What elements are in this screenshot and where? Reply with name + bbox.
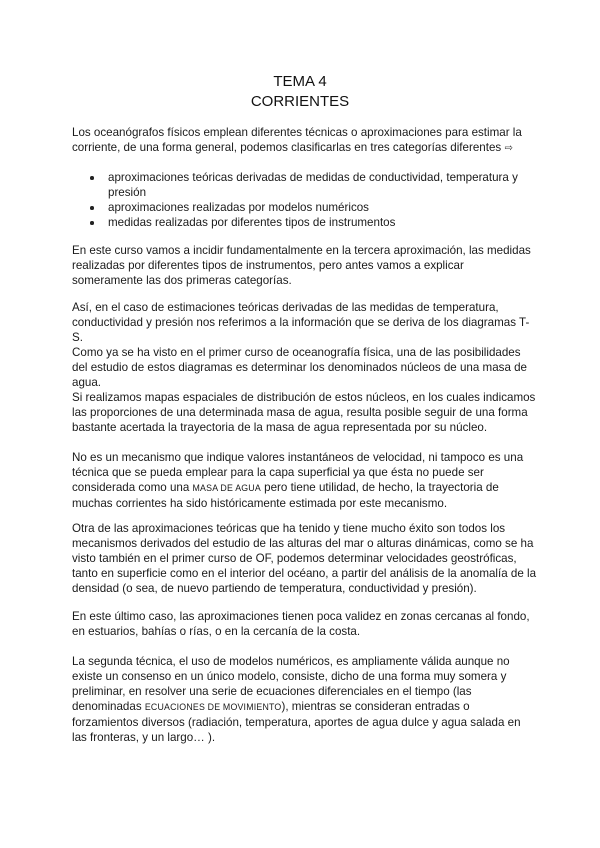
page-title: TEMA 4 [273,73,327,90]
paragraph-text: pero tiene utilidad, de hecho, la trayectoria de muchas corrientes ha sido históricamente estimada por este mecanismo. [72,481,499,510]
paragraph-text: La segunda técnica, el uso de modelos numéricos, es ampliamente válida aunque no existe un consenso en un único modelo, consiste, dicho de una forma muy somera y preliminar, en resolver una serie de ecuaciones diferenciales en el tiempo (las denominadas [72,655,510,713]
intro-paragraph [72,125,537,156]
small-caps-term: ECUACIONES DE MOVIMIENTO [144,702,282,712]
paragraph-third-approach: En este curso vamos a incidir fundamentalmente en la tercera aproximación, las medidas realizadas por diferentes tipos de instrumentos, pero antes vamos a explicar someramente las dos primeras categorías. [72,244,531,287]
bullet-list [90,170,530,230]
paragraph-validity: En este último caso, las aproximaciones tienen poca validez en zonas cercanas al fondo, en estuarios, bahías o rías, o en la cercanía de la costa. [72,610,530,638]
paragraph-text: No es un mecanismo que indique valores instantáneos de velocidad, ni tampoco es una técnica que se pueda emplear para la capa superficial ya que ésta no puede ser considerada como una [72,451,524,494]
page-subtitle: CORRIENTES [250,93,350,110]
small-caps-term: MASA DE AGUA [192,483,261,493]
list-item: medidas realizadas por diferentes tipos de instrumentos [90,215,530,230]
list-item: aproximaciones teóricas derivadas de medidas de conductividad, temperatura y presión [90,170,530,200]
paragraph-numerical-models [72,654,537,745]
paragraph-water-mass-cores: Como ya se ha visto en el primer curso de oceanografía física, una de las posibilidades del estudio de estos diagramas es determinar los denominados núcleos de una masa de agua. [72,346,528,389]
right-arrow-icon: ⇨ [504,143,513,154]
paragraph-dynamic-heights: Otra de las aproximaciones teóricas que ha tenido y tiene mucho éxito son todos los mecanismos derivados del estudio de las alturas del mar o alturas dinámicas, como se ha visto también en el primer curso de OF, podemos determinar velocidades geostróficas, tanto en superficie como en el interior del océano, a partir del análisis de la anomalía de la densidad (o sea, de nuevo partiendo de temperatura, conductividad y presión). [72,522,537,595]
paragraph-ts-diagrams: Así, en el caso de estimaciones teóricas derivadas de las medidas de temperatura, conductividad y presión nos referimos a la información que se deriva de los diagramas T-S. [72,301,530,344]
paragraph-text: ), mientras se consideran entradas o forzamientos diversos (radiación, temperatura, aportes de agua dulce y agua salada en las fronteras, y un largo… ). [72,700,521,744]
list-item: aproximaciones realizadas por modelos numéricos [90,200,530,215]
intro-text: Los oceanógrafos físicos emplean diferentes técnicas o aproximaciones para estimar la corriente, de una forma general, podemos clasificarlas en tres categorías diferentes [72,126,522,154]
paragraph-mechanism-limits [72,450,537,511]
paragraph-spatial-maps: Si realizamos mapas espaciales de distribución de estos núcleos, en los cuales indicamos las proporciones de una determinada masa de agua, resulta posible seguir de una forma bastante acertada la trayectoria de la masa de agua representada por su núcleo. [72,391,536,434]
